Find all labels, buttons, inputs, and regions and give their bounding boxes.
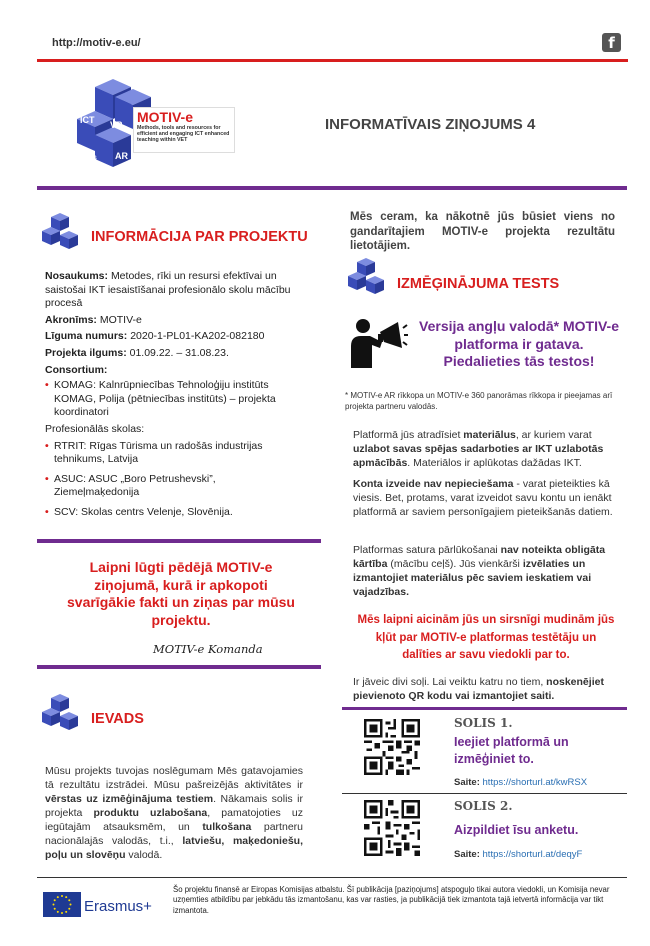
list-item: • SCV: Skolas centrs Velenje, Slovēnija. [45,506,303,520]
facebook-icon[interactable]: f [602,33,621,52]
welcome-top-divider [37,539,321,543]
project-duration [45,347,303,361]
platform-announcement: Versija angļu valodā* MOTIV-e platforma ir gatava. Piedalieties tās testos! [419,318,619,369]
title-divider [37,186,627,190]
step-1-link[interactable]: Saite: https://shorturl.at/kwRSX [454,777,588,788]
welcome-signature: MOTIV-e Komanda [153,642,263,656]
document-title: INFORMATĪVAIS ZIŅOJUMS 4 [325,116,536,133]
project-name-value: Metodes, rīki un resursi efektīvai un saistošai IKT iesaistīšanai profesionālo skolu mācību procesā [45,270,291,310]
header-divider [37,59,628,62]
project-info-block [45,270,303,523]
project-acronym-label: Akronīms: [45,313,97,326]
invite-text: Mēs laipni aicinām jūs un sirsnīgi mudinām jūs kļūt par MOTIV-e platformas testētāju un dalīties ar savu viedokli par to. [357,614,615,661]
logo-brand: MOTIV-e [137,109,194,125]
project-name [45,270,303,311]
test-heading: IZMĒĢINĀJUMA TESTS [397,276,560,292]
megaphone-person-icon [348,316,408,371]
project-acronym [45,314,303,328]
step-2-link[interactable]: Saite: https://shorturl.at/deqyF [454,849,583,860]
logo-label-vr: VR [110,120,123,130]
footer-divider [37,877,627,878]
hope-text: Mēs ceram, ka nākotnē jūs būsiet viens no gandarītajiem MOTIV-e projekta rezultātu lietotājiem. [350,211,615,252]
test-paragraph-1: Platformā jūs atradīsiet materiālus, ar kuriem varat uzlabot savas spējas sadarboties ar IKT uzlabotās apmācībās. Materiālos ir aplūkotas dažādas IKT. [353,429,604,469]
qr-code-icon[interactable] [364,800,420,856]
project-duration-label: Projekta ilgums: [45,346,127,359]
project-acronym-value: MOTIV-e [99,313,142,326]
steps-intro: Ir jāveic divi soļi. Lai veiktu katru no tiem, noskenējiet pievienoto QR kodu vai izmantojiet saiti. [353,676,604,702]
step-1-desc: Ieejiet platformā un izmēģiniet to. [454,735,569,766]
cube-icon [41,213,79,253]
footnote: * MOTIV-e AR rīkkopa un MOTIV-e 360 panorāmas rīkkopa ir pieejamas arī projekta partneru valodās. [345,391,613,411]
schools-list [45,440,303,520]
project-duration-value: 01.09.22. – 31.08.23. [129,346,229,359]
logo-label-ict: ICT [80,115,95,125]
list-item: • ASUC: ASUC „Boro Petrushevski”, Ziemeļmaķedonija [45,473,303,500]
list-item: • RTRIT: Rīgas Tūrisma un radošās industrijas tehnikums, Latvija [45,440,303,467]
test-paragraph-3: Platformas satura pārlūkošanai nav noteikta obligāta kārtība (mācību ceļš). Jūs vienkārši izvēlaties un izmantojiet materiālus pēc saviem ieskatiem vai vajadzības. [353,544,606,598]
qr-code-icon[interactable] [364,719,420,775]
intro-heading: IEVADS [91,711,144,727]
project-logo [75,75,235,175]
project-info-heading: INFORMĀCIJA PAR PROJEKTU [91,229,308,245]
logo-label-ar: AR [115,151,128,161]
eu-flag-icon [43,892,81,917]
step-2-desc: Aizpildiet īsu anketu. [454,823,579,837]
intro-paragraph: Mūsu projekts tuvojas noslēgumam Mēs gatavojamies tā rezultātu izstrādei. Mūsu pašreizējās aktivitātes ir vērstas uz izmēģinājuma testiem. Nākamais solis ir projekta produktu uzlabošana, pamatojoties uz iegūtajām atsauksmēm, un tulkošana partneru nacionālajās valodās, t.i., latviešu, maķedoniešu, poļu un slovēņu valodā. [45,765,303,861]
cube-icon [41,694,79,734]
step-1-title: SOLIS 1. [454,716,513,730]
list-item: • KOMAG: Kalnrūpniecības Tehnoloģiju institūts KOMAG, Polija (pētniecības institūts) – projekta koordinatori [45,379,303,420]
consortium-list [45,379,303,420]
step-2-title: SOLIS 2. [454,799,513,813]
logo-label-360: 360s [79,153,97,162]
logo-tagline-box [133,107,235,153]
welcome-text: Laipni lūgti pēdējā MOTIV-e ziņojumā, kurā ir apkopoti svarīgākie fakti un ziņas par mūsu projektu. [67,559,295,628]
cube-icon [347,258,385,298]
welcome-bottom-divider [37,665,321,669]
project-contract-value: 2020-1-PL01-KA202-082180 [130,330,265,343]
schools-label: Profesionālās skolas: [45,422,145,435]
site-url[interactable]: http://motiv-e.eu/ [52,37,141,49]
project-contract [45,330,303,344]
erasmus-logo-text: Erasmus+ [84,898,152,915]
test-paragraph-2: Konta izveide nav nepieciešama - varat pieteikties kā viesis. Bet, protams, varat izveidot savu kontu un ienākt platformā ar saviem personīgajiem pieteikšanās datiem. [353,478,613,518]
steps-top-divider [342,707,627,710]
logo-tagline: Methods, tools and resources for efficient and engaging ICT enhanced teaching within VET [137,125,230,144]
consortium-label: Consortium: [45,363,108,376]
footer-disclaimer: Šo projektu finansē ar Eiropas Komisijas atbalstu. Šī publikācija [paziņojums] atspoguļo tikai autora viedokli, un Komisija nevar uzņemties atbildību par jebkādu tās izmantošanu, kas var rasties, ja publikācijā tiek izmantota tajā ietvertā informācija var tikt izmantota. [173,885,610,915]
project-contract-label: Līguma numurs: [45,330,128,343]
steps-divider [342,793,627,794]
project-name-label: Nosaukums: [45,270,109,282]
